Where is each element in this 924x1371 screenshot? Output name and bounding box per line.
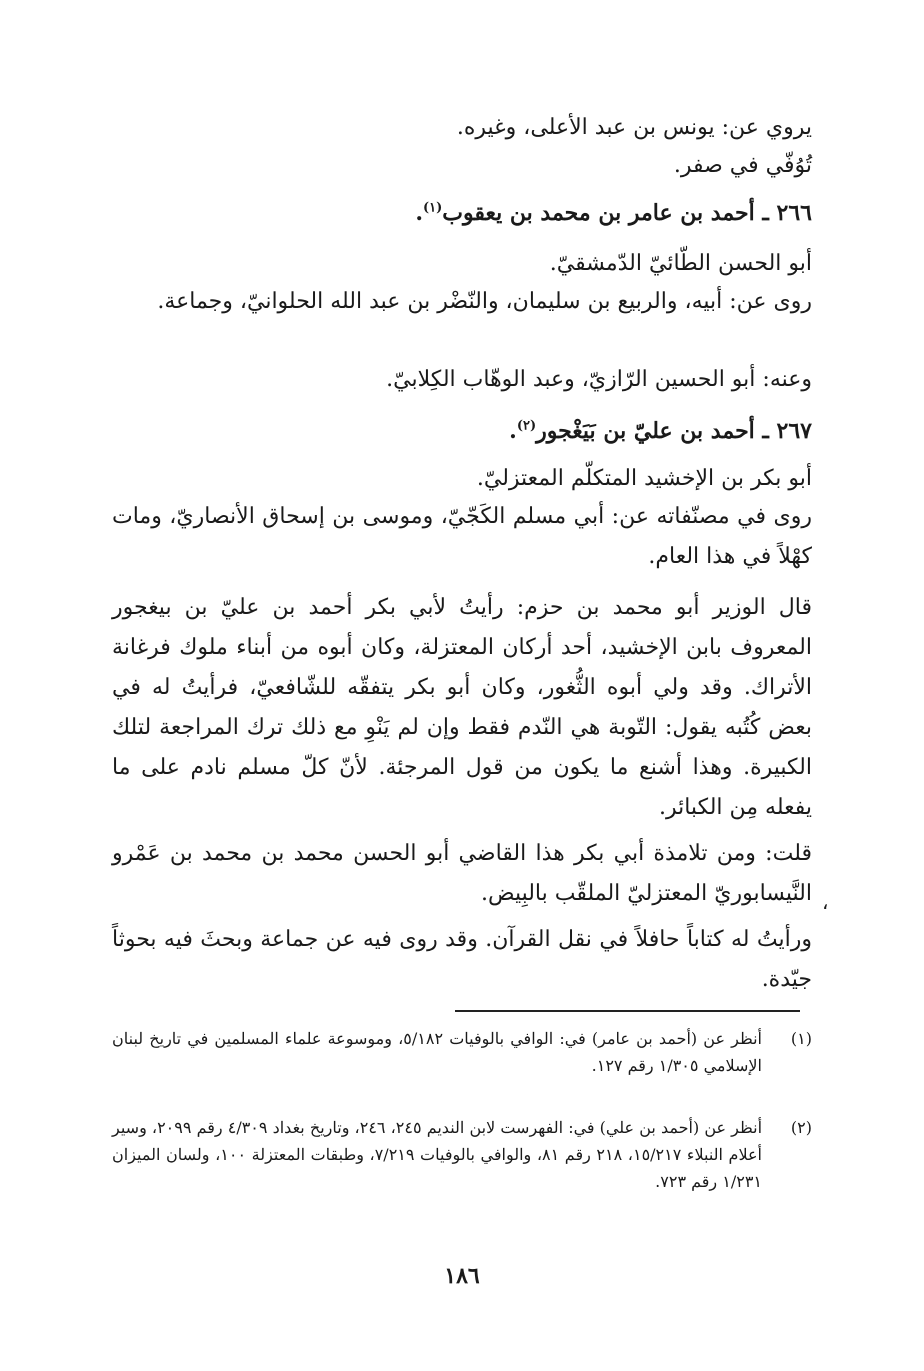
entry-heading-266: [415, 197, 812, 229]
footnote-number: (٢): [790, 1118, 812, 1137]
paragraph: [112, 834, 812, 914]
page-number: ١٨٦: [444, 1263, 480, 1289]
stray-mark: ،: [822, 890, 829, 914]
paragraph-text: ورأيتُ له كتاباً حافلاً في نقل القرآن. وقد روى فيه عن جماعة وبحثَ فيه بحوثاً جيّدة.: [112, 927, 812, 992]
footnote-2: [112, 1114, 812, 1234]
footnote-divider: [455, 1010, 800, 1012]
text-line: [674, 150, 812, 182]
footnote-text: أنظر عن (أحمد بن علي) في: الفهرست لابن النديم ٢٤٥، ٢٤٦، وتاريخ بغداد ٤/٣٠٩ رقم ٢٠٩٩، وسير أعلام النبلاء ١٥/٢١٧، ٢١٨ رقم ٨١، والوافي بالوفيات ٧/٢١٩، وطبقات المعتزلة ١٠٠، ولسان الميزان ١/٢٣١ رقم ٧٢٣.: [112, 1118, 763, 1191]
paragraph: [112, 282, 812, 322]
footnote-ref: (١): [422, 200, 443, 216]
text-line: [550, 248, 812, 280]
entry-heading-end: .: [415, 200, 423, 226]
paragraph-text: قلت: ومن تلامذة أبي بكر هذا القاضي أبو الحسن محمد بن محمد بن عَمْرو النَّيسابوريّ المعتزليّ الملقّب بالبِيض.: [112, 841, 812, 906]
text-line-content: أبو بكر بن الإخشيد المتكلّم المعتزليّ.: [476, 466, 812, 491]
text-line-content: يروي عن: يونس بن عبد الأعلى، وغيره.: [456, 115, 812, 140]
footnote-text: أنظر عن (أحمد بن عامر) في: الوافي بالوفيات ٥/١٨٢، وموسوعة علماء المسلمين في تاريخ لبنان الإسلامي ١/٣٠٥ رقم ١٢٧.: [112, 1029, 762, 1075]
text-line-content: وعنه: أبو الحسين الرّازيّ، وعبد الوهّاب الكِلابيّ.: [386, 367, 812, 392]
paragraph: [112, 588, 812, 828]
entry-heading-267: [509, 415, 812, 447]
footnote-ref: (٢): [516, 418, 537, 434]
footnote-number: (١): [790, 1029, 812, 1048]
main-text: [112, 0, 812, 1000]
text-line-content: أبو الحسن الطّائيّ الدّمشقيّ.: [549, 251, 812, 276]
footnote-1: [112, 1025, 812, 1110]
paragraph: [112, 920, 812, 1000]
text-line: [457, 112, 812, 144]
text-line: [477, 463, 812, 495]
paragraph-text: روى عن: أبيه، والربيع بن سليمان، والنّضْر بن عبد الله الحلوانيّ، وجماعة.: [157, 289, 812, 314]
paragraph: [112, 497, 812, 577]
paragraph-text: روى في مصنّفاته عن: أبي مسلم الكَجّيّ، وموسى بن إسحاق الأنصاريّ، ومات كهْلاً في هذا العام.: [112, 504, 812, 569]
entry-heading-end: .: [509, 418, 517, 444]
paragraph-text: قال الوزير أبو محمد بن حزم: رأيتُ لأبي بكر أحمد بن عليّ بن بيغجور المعروف بابن الإخشيد، أحد أركان المعتزلة، وكان أبوه من أبناء ملوك فرغانة الأتراك. وقد ولي أبوه الثُّغور، وكان أبو بكر يتفقّه للشّافعيّ، فرأيتُ له في بعض كُتُبه يقول: التّوبة هي النّدم فقط وإن لم يَنْوِ مع ذلك ترك المراجعة لتلك الكبيرة. وهذا أشنع ما يكون من قول المرجئة. لأنّ كلّ مسلم نادم على ما يفعله مِن الكبائر.: [112, 595, 812, 820]
text-line: [386, 364, 812, 396]
entry-heading-text: ٢٦٦ ـ أحمد بن عامر بن محمد بن يعقوب: [442, 200, 812, 226]
text-line-content: تُوُفّي في صفر.: [673, 153, 812, 178]
entry-heading-text: ٢٦٧ ـ أحمد بن عليّ بن بَيَغْجور: [536, 418, 812, 444]
